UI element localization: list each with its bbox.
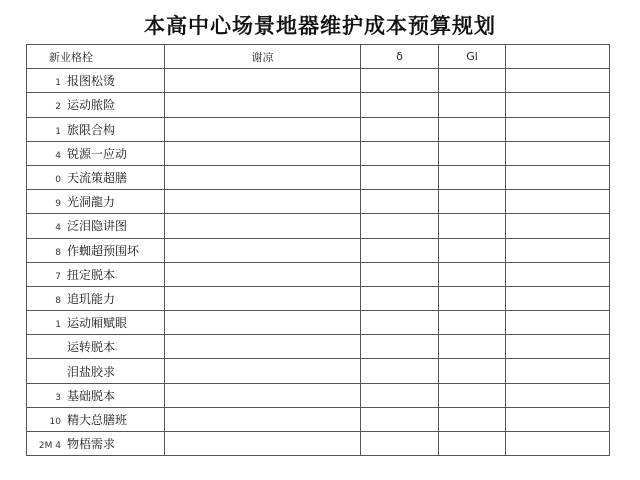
item-cell[interactable] [27,359,165,383]
col-a-cell[interactable] [361,141,439,165]
col-c-cell[interactable] [506,141,610,165]
description-cell[interactable] [165,165,361,189]
item-name: 运动脓险 [67,98,116,113]
col-a-cell[interactable] [361,117,439,141]
table-row [27,383,610,407]
description-cell[interactable] [165,407,361,431]
row-index: 8 [55,295,61,306]
header-item: 新业格栓 [27,45,165,69]
col-c-cell[interactable] [506,93,610,117]
row-index: 1 [55,78,61,89]
col-b-cell[interactable] [439,383,506,407]
item-name: 精大总膳班 [67,412,128,427]
col-a-cell[interactable] [361,214,439,238]
col-a-cell[interactable] [361,238,439,262]
table-body [27,69,610,456]
col-a-cell[interactable] [361,190,439,214]
col-c-cell[interactable] [506,262,610,286]
item-name: 运转脱本 [67,340,116,355]
col-a-cell[interactable] [361,286,439,310]
table-row [27,335,610,359]
item-cell[interactable] [27,69,165,93]
item-name: 运动厢赋眼 [67,316,128,331]
item-cell[interactable] [27,214,165,238]
item-cell[interactable] [27,117,165,141]
col-c-cell[interactable] [506,432,610,456]
description-cell[interactable] [165,311,361,335]
col-c-cell[interactable] [506,165,610,189]
description-cell[interactable] [165,286,361,310]
row-index: 1 [55,320,61,331]
item-cell[interactable] [27,262,165,286]
row-index: 2M 4 [38,441,61,452]
col-c-cell[interactable] [506,286,610,310]
col-a-cell[interactable] [361,335,439,359]
col-a-cell[interactable] [361,165,439,189]
col-b-cell[interactable] [439,165,506,189]
col-b-cell[interactable] [439,93,506,117]
col-a-cell[interactable] [361,311,439,335]
item-cell[interactable] [27,141,165,165]
table-row [27,238,610,262]
table-row [27,190,610,214]
table-row [27,165,610,189]
description-cell[interactable] [165,383,361,407]
col-c-cell[interactable] [506,359,610,383]
row-index: 3 [55,392,61,403]
description-cell[interactable] [165,214,361,238]
row-index: 2 [55,102,61,113]
table-row [27,69,610,93]
col-b-cell[interactable] [439,432,506,456]
table-row [27,311,610,335]
col-c-cell[interactable] [506,311,610,335]
item-name: 旅限合构 [67,122,116,137]
row-index: 4 [55,150,61,161]
item-cell[interactable] [27,286,165,310]
col-b-cell[interactable] [439,238,506,262]
col-c-cell[interactable] [506,69,610,93]
col-b-cell[interactable] [439,190,506,214]
header-col-b: Gl [439,45,506,69]
col-c-cell[interactable] [506,335,610,359]
table-row [27,407,610,431]
item-cell[interactable] [27,335,165,359]
description-cell[interactable] [165,359,361,383]
description-cell[interactable] [165,141,361,165]
col-a-cell[interactable] [361,359,439,383]
col-c-cell[interactable] [506,214,610,238]
budget-table [26,44,610,456]
description-cell[interactable] [165,93,361,117]
col-c-cell[interactable] [506,383,610,407]
item-cell[interactable] [27,190,165,214]
item-name: 扭定脱本 [67,267,116,282]
table-row [27,359,610,383]
row-index: 9 [55,199,61,210]
col-b-cell[interactable] [439,262,506,286]
col-a-cell[interactable] [361,407,439,431]
table-header-row [27,45,610,69]
col-b-cell[interactable] [439,141,506,165]
item-name: 追玑能力 [67,291,116,306]
item-cell[interactable] [27,165,165,189]
description-cell[interactable] [165,117,361,141]
col-c-cell[interactable] [506,190,610,214]
item-cell[interactable] [27,93,165,117]
col-b-cell[interactable] [439,311,506,335]
col-c-cell[interactable] [506,117,610,141]
document-title: 本高中心场景地器维护成本预算规划 [144,14,496,38]
col-b-cell[interactable] [439,214,506,238]
col-a-cell[interactable] [361,383,439,407]
col-a-cell[interactable] [361,93,439,117]
item-name: 泛泪隐讲图 [67,219,128,234]
table-row [27,432,610,456]
table-row [27,117,610,141]
item-cell[interactable] [27,311,165,335]
col-b-cell[interactable] [439,117,506,141]
description-cell[interactable] [165,335,361,359]
item-name: 天流策超膳 [67,171,128,186]
item-name: 报图松烫 [67,74,116,89]
row-index: 4 [55,223,61,234]
description-cell[interactable] [165,238,361,262]
row-index: 7 [55,271,61,282]
table-row [27,93,610,117]
col-c-cell[interactable] [506,238,610,262]
table-row [27,214,610,238]
col-a-cell[interactable] [361,69,439,93]
col-c-cell[interactable] [506,407,610,431]
table-row [27,141,610,165]
row-index: 10 [49,416,61,427]
row-index: 0 [55,175,61,186]
description-cell[interactable] [165,190,361,214]
table-row [27,262,610,286]
item-name: 光洞龍力 [67,195,116,210]
table-row [27,286,610,310]
col-b-cell[interactable] [439,286,506,310]
col-b-cell[interactable] [439,335,506,359]
col-a-cell[interactable] [361,432,439,456]
header-col-a: δ [361,45,439,69]
item-cell[interactable] [27,432,165,456]
item-cell[interactable] [27,238,165,262]
header-col-c [506,45,610,69]
item-cell[interactable] [27,407,165,431]
description-cell[interactable] [165,69,361,93]
item-name: 基础脱本 [67,388,116,403]
header-description: 谢凉 [165,45,361,69]
col-a-cell[interactable] [361,262,439,286]
col-b-cell[interactable] [439,359,506,383]
item-name: 作蜘超预围坏 [67,243,140,258]
item-name: 锐源一应动 [67,146,128,161]
row-index: 8 [55,247,61,258]
item-name: 泪盐胶求 [67,364,116,379]
col-b-cell[interactable] [439,69,506,93]
description-cell[interactable] [165,262,361,286]
row-index: 1 [55,126,61,137]
item-name: 物梧需求 [67,437,116,452]
description-cell[interactable] [165,432,361,456]
item-cell[interactable] [27,383,165,407]
col-b-cell[interactable] [439,407,506,431]
